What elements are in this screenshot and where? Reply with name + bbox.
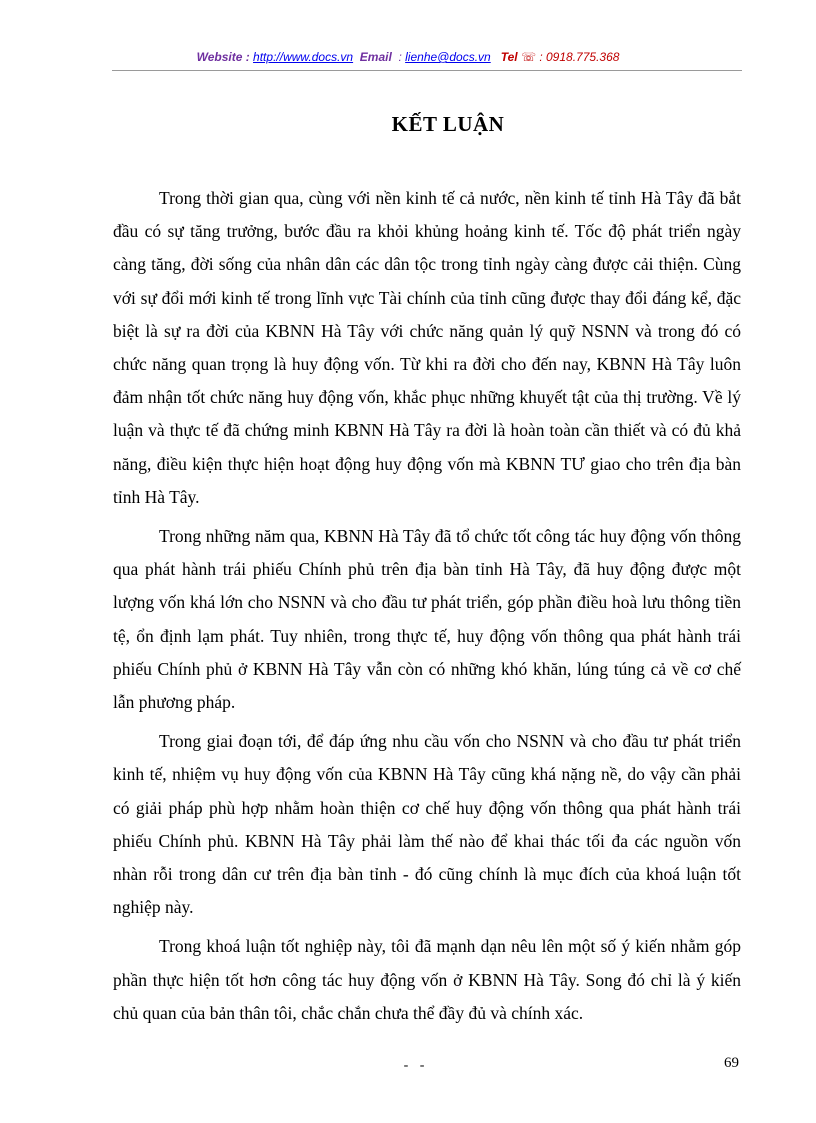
paragraph: Trong giai đoạn tới, để đáp ứng nhu cầu vốn cho NSNN và cho đầu tư phát triển kinh tế, nhiệm vụ huy động vốn của KBNN Hà Tây cũng khá nặng nề, do vậy cần phải có giải pháp phù hợp nhằm hoàn thiện cơ chế huy động vốn thông qua phát hành trái phiếu Chính phủ. KBNN Hà Tây phải làm thế nào để khai thác tối đa các nguồn vốn nhàn rỗi trong dân cư trên địa bàn tỉnh - đó cũng chính là mục đích của khoá luận tốt nghiệp này. bbox=[113, 731, 741, 918]
email-label: Email bbox=[359, 50, 392, 64]
email-separator: : bbox=[398, 50, 402, 64]
paragraph: Trong khoá luận tốt nghiệp này, tôi đã mạnh dạn nêu lên một số ý kiến nhằm góp phần thực hiện tốt hơn công tác huy động vốn ở KBNN Hà Tây. Song đó chỉ là ý kiến chủ quan của bản thân tôi, chắc chắn chưa thể đầy đủ và chính xác. bbox=[113, 936, 741, 1023]
website-label: Website : bbox=[196, 50, 250, 64]
paragraph: Trong những năm qua, KBNN Hà Tây đã tổ chức tốt công tác huy động vốn thông qua phát hành trái phiếu Chính phủ trên địa bàn tỉnh Hà Tây, đã huy động được một lượng vốn khá lớn cho NSNN và cho đầu tư phát triển, góp phần điều hoà lưu thông tiền tệ, ổn định lạm phát. Tuy nhiên, trong thực tế, huy động vốn thông qua phát hành trái phiếu Chính phủ ở KBNN Hà Tây vẫn còn có những khó khăn, lúng túng cả về cơ chế lẫn phương pháp. bbox=[113, 526, 741, 713]
page-title: KẾT LUẬN bbox=[391, 112, 505, 136]
phone-number: : 0918.775.368 bbox=[539, 50, 620, 64]
page-header bbox=[0, 50, 816, 64]
tel-label: Tel bbox=[500, 50, 518, 64]
footer-dashes: - - bbox=[403, 1058, 429, 1073]
header-divider bbox=[112, 70, 742, 71]
document-body bbox=[113, 182, 741, 1036]
website-link[interactable]: http://www.docs.vn bbox=[253, 50, 354, 64]
paragraph: Trong thời gian qua, cùng với nền kinh tế cả nước, nền kinh tế tỉnh Hà Tây đã bắt đầu có sự tăng trưởng, bước đầu ra khỏi khủng hoảng kinh tế. Tốc độ phát triển ngày càng tăng, đời sống của nhân dân các dân tộc trong tỉnh ngày càng được cải thiện. Cùng với sự đổi mới kinh tế trong lĩnh vực Tài chính của tỉnh cũng được thay đổi đáng kể, đặc biệt là sự ra đời của KBNN Hà Tây với chức năng quản lý quỹ NSNN và trong đó có chức năng quan trọng là huy động vốn. Từ khi ra đời cho đến nay, KBNN Hà Tây luôn đảm nhận tốt chức năng huy động vốn, khắc phục những khuyết tật của thị trường. Về lý luận và thực tế đã chứng minh KBNN Hà Tây ra đời là hoàn toàn cần thiết và có đủ khả năng, điều kiện thực hiện hoạt động huy động vốn mà KBNN TƯ giao cho trên địa bàn tỉnh Hà Tây. bbox=[113, 188, 741, 507]
telephone-icon: ☏ bbox=[520, 50, 536, 64]
email-link[interactable]: lienhe@docs.vn bbox=[405, 50, 491, 64]
page-number: 69 bbox=[724, 1055, 739, 1071]
